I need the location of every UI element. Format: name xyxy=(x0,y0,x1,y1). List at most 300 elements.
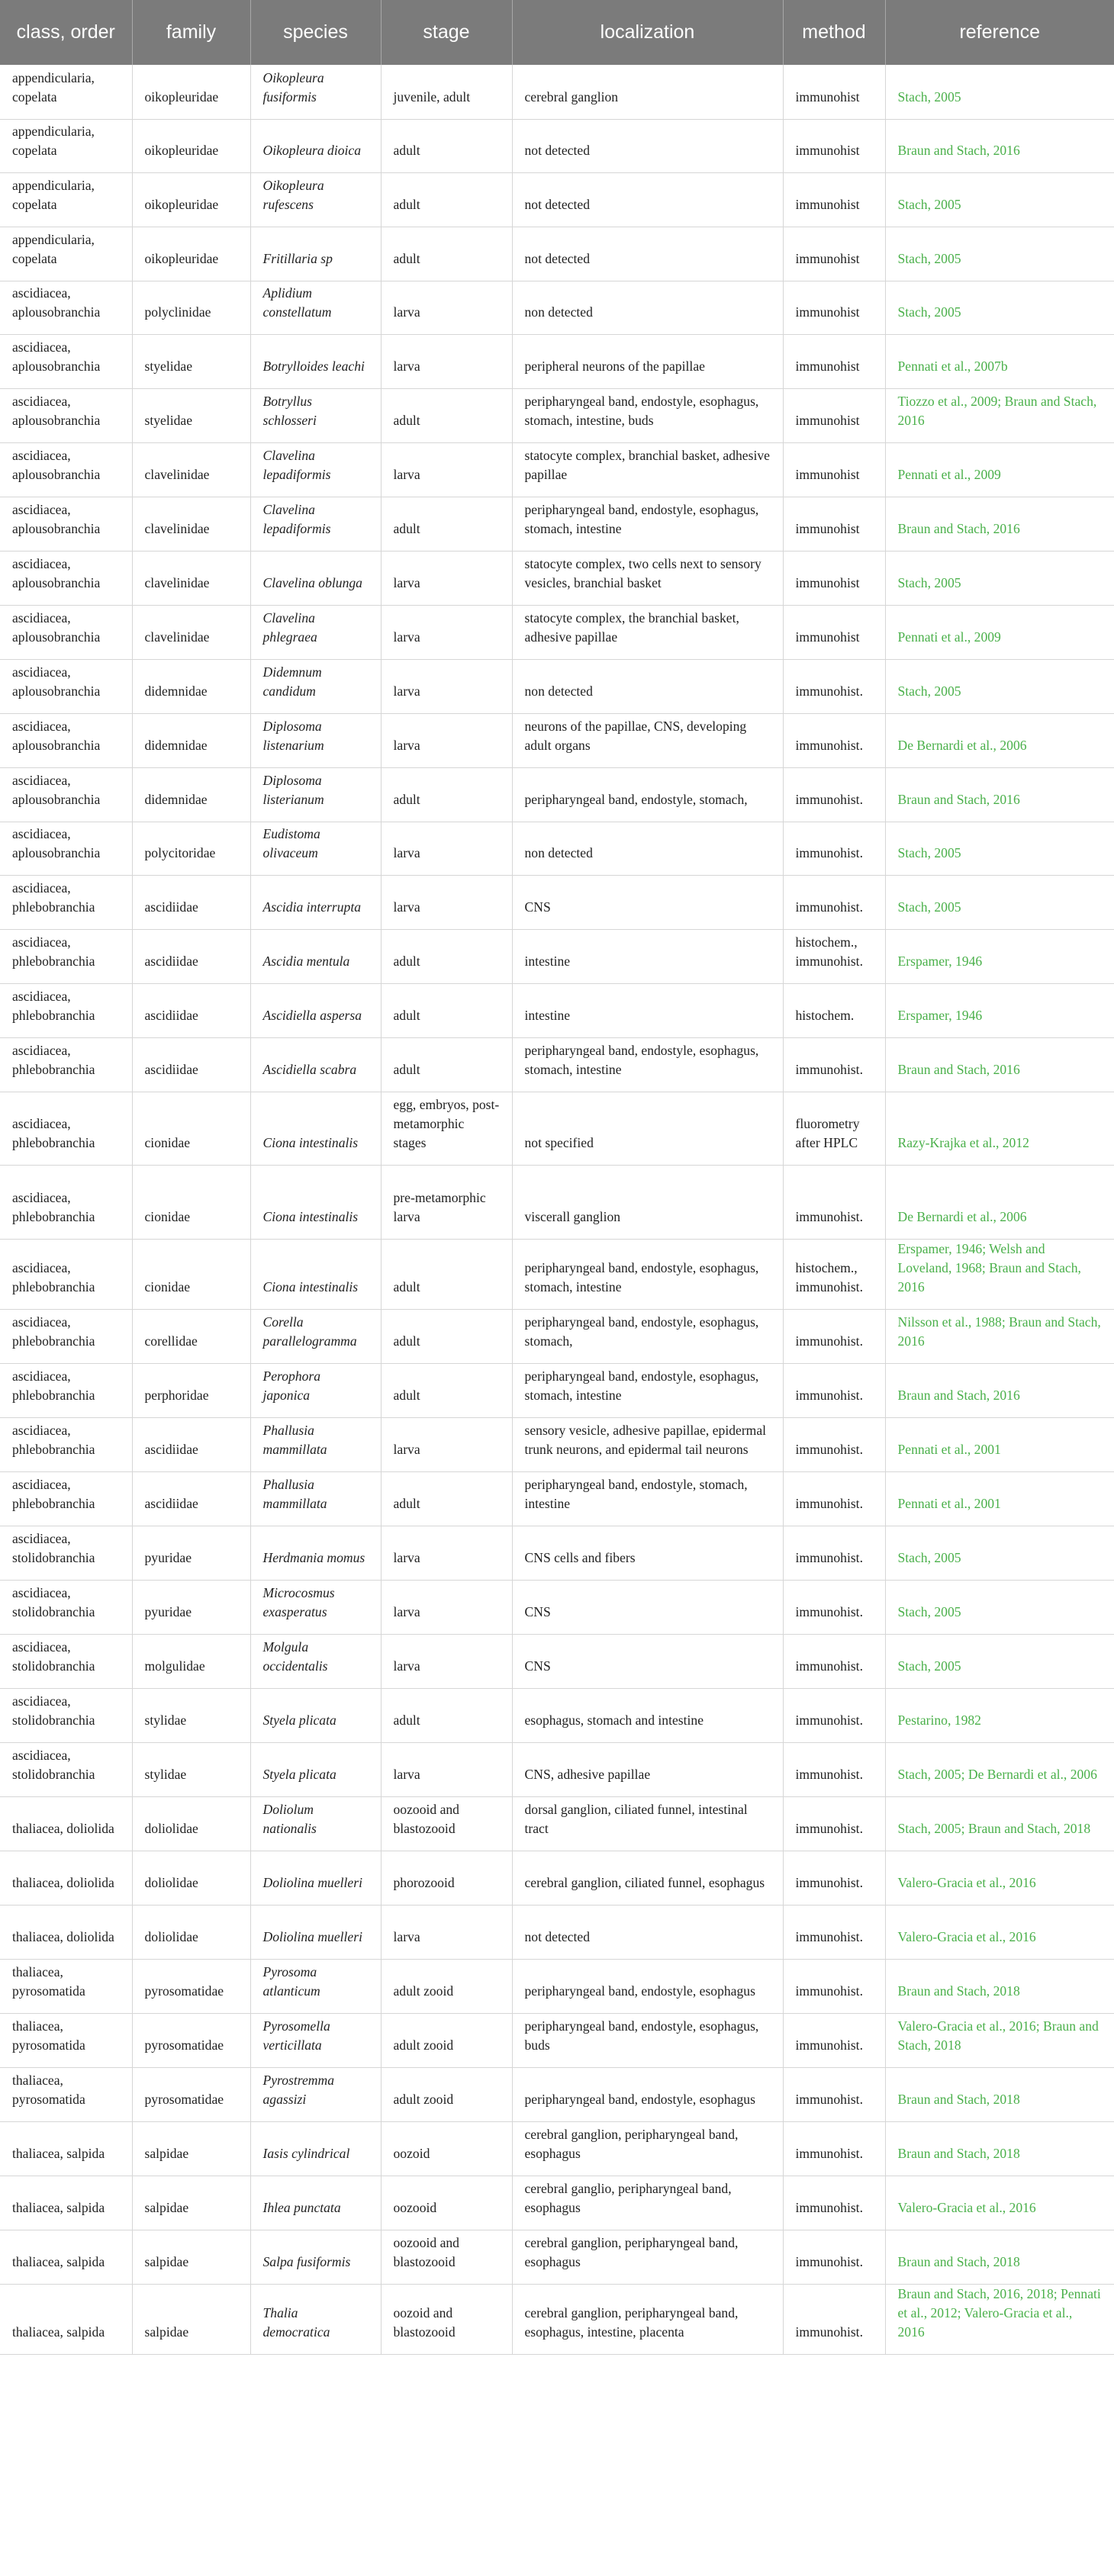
cell-method: immunohist. xyxy=(783,659,885,713)
cell-localization: peripharyngeal band, endostyle, esophagus, stomach, xyxy=(512,1309,783,1363)
table-row xyxy=(0,1165,1114,1239)
cell-species: Corella parallelogramma xyxy=(250,1309,381,1363)
cell-family: didemnidae xyxy=(132,713,250,767)
table-row xyxy=(0,1037,1114,1092)
cell-method: immunohist xyxy=(783,388,885,442)
cell-reference[interactable]: Braun and Stach, 2016 xyxy=(885,767,1114,822)
cell-localization: neurons of the papillae, CNS, developing adult organs xyxy=(512,713,783,767)
cell-family: didemnidae xyxy=(132,659,250,713)
cell-species: Thalia democratica xyxy=(250,2284,381,2354)
cell-stage: egg, embryos, post-metamorphic stages xyxy=(381,1092,512,1165)
cell-class-order: ascidiacea, phlebobranchia xyxy=(0,1092,132,1165)
cell-method: immunohist. xyxy=(783,1905,885,1959)
cell-class-order: ascidiacea, aplousobranchia xyxy=(0,551,132,605)
cell-class-order: thaliacea, pyrosomatida xyxy=(0,1959,132,2013)
cell-stage: larva xyxy=(381,334,512,388)
table-row xyxy=(0,1526,1114,1580)
cell-method: fluorometry after HPLC xyxy=(783,1092,885,1165)
cell-species: Diplosoma listenarium xyxy=(250,713,381,767)
cell-class-order: ascidiacea, aplousobranchia xyxy=(0,442,132,497)
table-row xyxy=(0,1363,1114,1417)
cell-reference[interactable]: Tiozzo et al., 2009; Braun and Stach, 2016 xyxy=(885,388,1114,442)
cell-species: Salpa fusiformis xyxy=(250,2230,381,2284)
cell-method: immunohist. xyxy=(783,1580,885,1634)
cell-reference[interactable]: Valero-Gracia et al., 2016 xyxy=(885,1905,1114,1959)
cell-method: immunohist xyxy=(783,281,885,334)
cell-family: ascidiidae xyxy=(132,875,250,929)
cell-method: immunohist. xyxy=(783,822,885,875)
cell-family: didemnidae xyxy=(132,767,250,822)
cell-family: pyrosomatidae xyxy=(132,1959,250,2013)
cell-method: immunohist xyxy=(783,227,885,281)
table-row xyxy=(0,605,1114,659)
cell-family: styelidae xyxy=(132,334,250,388)
cell-localization: sensory vesicle, adhesive papillae, epidermal trunk neurons, and epidermal tail neurons xyxy=(512,1417,783,1471)
cell-class-order: thaliacea, salpida xyxy=(0,2121,132,2176)
cell-class-order: ascidiacea, aplousobranchia xyxy=(0,659,132,713)
cell-species: Doliolina muelleri xyxy=(250,1905,381,1959)
cell-method: immunohist. xyxy=(783,1959,885,2013)
table-row xyxy=(0,822,1114,875)
cell-localization: statocyte complex, branchial basket, adhesive papillae xyxy=(512,442,783,497)
cell-class-order: ascidiacea, stolidobranchia xyxy=(0,1634,132,1688)
cell-family: salpidae xyxy=(132,2121,250,2176)
cell-method: immunohist xyxy=(783,172,885,227)
cell-class-order: ascidiacea, aplousobranchia xyxy=(0,281,132,334)
cell-localization: cerebral ganglion, peripharyngeal band, esophagus xyxy=(512,2230,783,2284)
cell-family: ascidiidae xyxy=(132,983,250,1037)
cell-stage: larva xyxy=(381,1580,512,1634)
header-family: family xyxy=(132,0,250,65)
table-row xyxy=(0,65,1114,119)
cell-localization: CNS, adhesive papillae xyxy=(512,1742,783,1796)
cell-localization: not detected xyxy=(512,1905,783,1959)
cell-localization: viscerall ganglion xyxy=(512,1165,783,1239)
cell-class-order: thaliacea, pyrosomatida xyxy=(0,2013,132,2067)
cell-stage: adult xyxy=(381,227,512,281)
cell-method: histochem. xyxy=(783,983,885,1037)
cell-stage: adult xyxy=(381,767,512,822)
cell-species: Clavelina oblunga xyxy=(250,551,381,605)
cell-class-order: appendicularia, copelata xyxy=(0,119,132,172)
cell-class-order: ascidiacea, stolidobranchia xyxy=(0,1580,132,1634)
table-row xyxy=(0,2284,1114,2354)
cell-method: immunohist. xyxy=(783,1742,885,1796)
cell-localization: not detected xyxy=(512,172,783,227)
table-row xyxy=(0,172,1114,227)
table-row xyxy=(0,497,1114,551)
cell-method: immunohist. xyxy=(783,1634,885,1688)
cell-stage: oozooid and blastozooid xyxy=(381,2230,512,2284)
cell-stage: larva xyxy=(381,281,512,334)
cell-stage: adult xyxy=(381,1363,512,1417)
cell-stage: larva xyxy=(381,551,512,605)
cell-family: doliolidae xyxy=(132,1905,250,1959)
cell-reference[interactable]: Braun and Stach, 2016 xyxy=(885,119,1114,172)
cell-family: oikopleuridae xyxy=(132,227,250,281)
cell-species: Pyrosoma atlanticum xyxy=(250,1959,381,2013)
table-row xyxy=(0,2176,1114,2230)
cell-stage: adult xyxy=(381,172,512,227)
cell-class-order: ascidiacea, phlebobranchia xyxy=(0,1363,132,1417)
cell-reference[interactable]: Braun and Stach, 2018 xyxy=(885,2230,1114,2284)
cell-family: oikopleuridae xyxy=(132,172,250,227)
cell-method: immunohist. xyxy=(783,2230,885,2284)
cell-species: Oikopleura rufescens xyxy=(250,172,381,227)
cell-reference[interactable]: Stach, 2005 xyxy=(885,1526,1114,1580)
cell-family: pyrosomatidae xyxy=(132,2013,250,2067)
cell-class-order: thaliacea, salpida xyxy=(0,2284,132,2354)
cell-reference[interactable]: Braun and Stach, 2018 xyxy=(885,2121,1114,2176)
cell-species: Didemnum candidum xyxy=(250,659,381,713)
cell-reference[interactable]: Razy-Krajka et al., 2012 xyxy=(885,1092,1114,1165)
cell-localization: peripharyngeal band, endostyle, esophagus, stomach, intestine xyxy=(512,1037,783,1092)
cell-localization: CNS cells and fibers xyxy=(512,1526,783,1580)
cell-stage: oozooid and blastozooid xyxy=(381,1796,512,1851)
cell-species: Oikopleura dioica xyxy=(250,119,381,172)
cell-family: stylidae xyxy=(132,1742,250,1796)
cell-reference[interactable]: Valero-Gracia et al., 2016; Braun and Stach, 2018 xyxy=(885,2013,1114,2067)
cell-localization: peripharyngeal band, endostyle, esophagus, stomach, intestine, buds xyxy=(512,388,783,442)
cell-class-order: ascidiacea, aplousobranchia xyxy=(0,767,132,822)
cell-localization: cerebral ganglion xyxy=(512,65,783,119)
cell-stage: adult zooid xyxy=(381,2067,512,2121)
cell-stage: adult xyxy=(381,1037,512,1092)
cell-method: immunohist xyxy=(783,65,885,119)
cell-localization: intestine xyxy=(512,983,783,1037)
cell-reference[interactable]: Pennati et al., 2009 xyxy=(885,605,1114,659)
cell-localization: cerebral ganglion, peripharyngeal band, esophagus xyxy=(512,2121,783,2176)
cell-class-order: appendicularia, copelata xyxy=(0,65,132,119)
cell-localization: peripharyngeal band, endostyle, esophagus xyxy=(512,2067,783,2121)
cell-class-order: ascidiacea, aplousobranchia xyxy=(0,713,132,767)
cell-stage: larva xyxy=(381,442,512,497)
cell-species: Doliolum nationalis xyxy=(250,1796,381,1851)
cell-species: Ascidiella scabra xyxy=(250,1037,381,1092)
cell-method: immunohist xyxy=(783,551,885,605)
cell-reference[interactable]: Braun and Stach, 2018 xyxy=(885,2067,1114,2121)
cell-method: immunohist. xyxy=(783,1471,885,1526)
cell-family: clavelinidae xyxy=(132,497,250,551)
header-species: species xyxy=(250,0,381,65)
cell-class-order: appendicularia, copelata xyxy=(0,227,132,281)
cell-reference[interactable]: Stach, 2005 xyxy=(885,65,1114,119)
cell-method: immunohist. xyxy=(783,875,885,929)
cell-class-order: ascidiacea, phlebobranchia xyxy=(0,1417,132,1471)
cell-species: Clavelina lepadiformis xyxy=(250,442,381,497)
cell-localization: non detected xyxy=(512,659,783,713)
cell-species: Molgula occidentalis xyxy=(250,1634,381,1688)
cell-species: Iasis cylindrical xyxy=(250,2121,381,2176)
cell-family: pyuridae xyxy=(132,1580,250,1634)
cell-family: clavelinidae xyxy=(132,442,250,497)
cell-method: immunohist. xyxy=(783,767,885,822)
cell-localization: peripharyngeal band, endostyle, esophagus xyxy=(512,1959,783,2013)
cell-class-order: thaliacea, salpida xyxy=(0,2230,132,2284)
table-row xyxy=(0,2121,1114,2176)
cell-family: oikopleuridae xyxy=(132,119,250,172)
cell-species: Pyrosomella verticillata xyxy=(250,2013,381,2067)
cell-family: ascidiidae xyxy=(132,929,250,983)
cell-family: cionidae xyxy=(132,1239,250,1309)
table-row xyxy=(0,1309,1114,1363)
cell-class-order: ascidiacea, stolidobranchia xyxy=(0,1688,132,1742)
cell-family: stylidae xyxy=(132,1688,250,1742)
cell-family: molgulidae xyxy=(132,1634,250,1688)
cell-method: immunohist. xyxy=(783,1851,885,1905)
cell-stage: larva xyxy=(381,1634,512,1688)
cell-method: immunohist xyxy=(783,497,885,551)
cell-stage: adult xyxy=(381,1471,512,1526)
table-row xyxy=(0,281,1114,334)
cell-localization: peripharyngeal band, endostyle, esophagus, stomach, intestine xyxy=(512,497,783,551)
cell-class-order: ascidiacea, phlebobranchia xyxy=(0,1165,132,1239)
cell-stage: larva xyxy=(381,1742,512,1796)
cell-class-order: ascidiacea, aplousobranchia xyxy=(0,497,132,551)
cell-species: Ihlea punctata xyxy=(250,2176,381,2230)
cell-species: Ciona intestinalis xyxy=(250,1165,381,1239)
cell-family: ascidiidae xyxy=(132,1417,250,1471)
cell-stage: adult xyxy=(381,388,512,442)
cell-stage: larva xyxy=(381,1905,512,1959)
cell-species: Fritillaria sp xyxy=(250,227,381,281)
cell-species: Clavelina phlegraea xyxy=(250,605,381,659)
cell-reference[interactable]: Pestarino, 1982 xyxy=(885,1688,1114,1742)
cell-localization: CNS xyxy=(512,1580,783,1634)
cell-species: Botryllus schlosseri xyxy=(250,388,381,442)
table-row xyxy=(0,1905,1114,1959)
cell-method: histochem., immunohist. xyxy=(783,1239,885,1309)
cell-class-order: ascidiacea, aplousobranchia xyxy=(0,334,132,388)
table-row xyxy=(0,334,1114,388)
table-row xyxy=(0,119,1114,172)
cell-reference[interactable]: Braun and Stach, 2016, 2018; Pennati et al., 2012; Valero-Gracia et al., 2016 xyxy=(885,2284,1114,2354)
cell-stage: larva xyxy=(381,713,512,767)
cell-species: Styela plicata xyxy=(250,1688,381,1742)
cell-reference[interactable]: Valero-Gracia et al., 2016 xyxy=(885,1851,1114,1905)
cell-method: immunohist. xyxy=(783,2176,885,2230)
table-row xyxy=(0,659,1114,713)
cell-method: immunohist. xyxy=(783,1037,885,1092)
cell-localization: not detected xyxy=(512,119,783,172)
cell-localization: dorsal ganglion, ciliated funnel, intestinal tract xyxy=(512,1796,783,1851)
cell-reference[interactable]: Stach, 2005 xyxy=(885,551,1114,605)
cell-localization: non detected xyxy=(512,281,783,334)
cell-reference[interactable]: Pennati et al., 2001 xyxy=(885,1417,1114,1471)
cell-family: pyuridae xyxy=(132,1526,250,1580)
cell-species: Aplidium constellatum xyxy=(250,281,381,334)
header-class-order: class, order xyxy=(0,0,132,65)
cell-reference[interactable]: Stach, 2005 xyxy=(885,227,1114,281)
cell-reference[interactable]: Stach, 2005 xyxy=(885,659,1114,713)
cell-reference[interactable]: Stach, 2005; Braun and Stach, 2018 xyxy=(885,1796,1114,1851)
cell-family: pyrosomatidae xyxy=(132,2067,250,2121)
cell-stage: adult xyxy=(381,1688,512,1742)
cell-method: immunohist. xyxy=(783,1526,885,1580)
cell-species: Ascidia mentula xyxy=(250,929,381,983)
cell-stage: larva xyxy=(381,875,512,929)
cell-family: clavelinidae xyxy=(132,551,250,605)
cell-class-order: ascidiacea, phlebobranchia xyxy=(0,1037,132,1092)
header-localization: localization xyxy=(512,0,783,65)
cell-stage: juvenile, adult xyxy=(381,65,512,119)
cell-localization: peripharyngeal band, endostyle, stomach, intestine xyxy=(512,1471,783,1526)
cell-class-order: thaliacea, salpida xyxy=(0,2176,132,2230)
cell-reference[interactable]: Erspamer, 1946; Welsh and Loveland, 1968; Braun and Stach, 2016 xyxy=(885,1239,1114,1309)
table-row xyxy=(0,1092,1114,1165)
table-row xyxy=(0,551,1114,605)
cell-localization: peripharyngeal band, endostyle, esophagus, buds xyxy=(512,2013,783,2067)
cell-reference[interactable]: Braun and Stach, 2016 xyxy=(885,497,1114,551)
cell-reference[interactable]: Stach, 2005 xyxy=(885,1634,1114,1688)
cell-species: Microcosmus exasperatus xyxy=(250,1580,381,1634)
cell-localization: cerebral ganglion, peripharyngeal band, esophagus, intestine, placenta xyxy=(512,2284,783,2354)
cell-family: corellidae xyxy=(132,1309,250,1363)
cell-reference[interactable]: Pennati et al., 2007b xyxy=(885,334,1114,388)
table-row xyxy=(0,1634,1114,1688)
cell-method: immunohist. xyxy=(783,1417,885,1471)
cell-localization: non detected xyxy=(512,822,783,875)
cell-species: Botrylloides leachi xyxy=(250,334,381,388)
cell-method: immunohist. xyxy=(783,1796,885,1851)
cell-stage: larva xyxy=(381,659,512,713)
cell-localization: peripharyngeal band, endostyle, esophagus, stomach, intestine xyxy=(512,1363,783,1417)
cell-family: polycitoridae xyxy=(132,822,250,875)
cell-family: ascidiidae xyxy=(132,1037,250,1092)
table-row xyxy=(0,767,1114,822)
cell-class-order: ascidiacea, phlebobranchia xyxy=(0,1309,132,1363)
table-row xyxy=(0,1417,1114,1471)
cell-reference[interactable]: Stach, 2005 xyxy=(885,875,1114,929)
header-method: method xyxy=(783,0,885,65)
cell-species: Phallusia mammillata xyxy=(250,1471,381,1526)
cell-species: Ciona intestinalis xyxy=(250,1239,381,1309)
cell-reference[interactable]: Pennati et al., 2009 xyxy=(885,442,1114,497)
cell-reference[interactable]: Valero-Gracia et al., 2016 xyxy=(885,2176,1114,2230)
cell-family: oikopleuridae xyxy=(132,65,250,119)
cell-reference[interactable]: Braun and Stach, 2016 xyxy=(885,1037,1114,1092)
cell-class-order: thaliacea, doliolida xyxy=(0,1905,132,1959)
cell-family: styelidae xyxy=(132,388,250,442)
cell-reference[interactable]: Stach, 2005 xyxy=(885,822,1114,875)
cell-stage: adult xyxy=(381,497,512,551)
cell-method: immunohist xyxy=(783,334,885,388)
cell-family: salpidae xyxy=(132,2230,250,2284)
cell-localization: statocyte complex, the branchial basket, adhesive papillae xyxy=(512,605,783,659)
cell-class-order: ascidiacea, phlebobranchia xyxy=(0,1471,132,1526)
cell-class-order: thaliacea, doliolida xyxy=(0,1796,132,1851)
cell-stage: adult zooid xyxy=(381,2013,512,2067)
cell-method: immunohist xyxy=(783,442,885,497)
cell-stage: oozoid xyxy=(381,2121,512,2176)
cell-reference[interactable]: De Bernardi et al., 2006 xyxy=(885,713,1114,767)
table-row xyxy=(0,227,1114,281)
cell-localization: cerebral ganglion, ciliated funnel, esophagus xyxy=(512,1851,783,1905)
cell-reference[interactable]: Erspamer, 1946 xyxy=(885,929,1114,983)
cell-localization: peripharyngeal band, endostyle, stomach, xyxy=(512,767,783,822)
cell-reference[interactable]: Stach, 2005; De Bernardi et al., 2006 xyxy=(885,1742,1114,1796)
cell-localization: not specified xyxy=(512,1092,783,1165)
table-row xyxy=(0,1688,1114,1742)
cell-stage: larva xyxy=(381,822,512,875)
cell-method: immunohist. xyxy=(783,1688,885,1742)
cell-class-order: appendicularia, copelata xyxy=(0,172,132,227)
cell-localization: CNS xyxy=(512,1634,783,1688)
header-stage: stage xyxy=(381,0,512,65)
cell-species: Clavelina lepadiformis xyxy=(250,497,381,551)
table-row xyxy=(0,1580,1114,1634)
cell-species: Styela plicata xyxy=(250,1742,381,1796)
table-row xyxy=(0,1851,1114,1905)
cell-class-order: ascidiacea, aplousobranchia xyxy=(0,605,132,659)
cell-class-order: ascidiacea, aplousobranchia xyxy=(0,822,132,875)
cell-reference[interactable]: Stach, 2005 xyxy=(885,1580,1114,1634)
cell-method: immunohist. xyxy=(783,2013,885,2067)
cell-reference[interactable]: Erspamer, 1946 xyxy=(885,983,1114,1037)
cell-localization: statocyte complex, two cells next to sensory vesicles, branchial basket xyxy=(512,551,783,605)
cell-localization: cerebral ganglio, peripharyngeal band, esophagus xyxy=(512,2176,783,2230)
table-row xyxy=(0,713,1114,767)
cell-reference[interactable]: Braun and Stach, 2018 xyxy=(885,1959,1114,2013)
cell-class-order: ascidiacea, phlebobranchia xyxy=(0,929,132,983)
cell-class-order: ascidiacea, phlebobranchia xyxy=(0,1239,132,1309)
cell-stage: adult xyxy=(381,983,512,1037)
cell-species: Ascidia interrupta xyxy=(250,875,381,929)
cell-stage: adult xyxy=(381,929,512,983)
cell-species: Ciona intestinalis xyxy=(250,1092,381,1165)
cell-stage: phorozooid xyxy=(381,1851,512,1905)
cell-localization: esophagus, stomach and intestine xyxy=(512,1688,783,1742)
cell-stage: adult xyxy=(381,1309,512,1363)
table-row xyxy=(0,2230,1114,2284)
cell-method: immunohist xyxy=(783,119,885,172)
table-row xyxy=(0,1239,1114,1309)
cell-method: immunohist. xyxy=(783,2067,885,2121)
table-row xyxy=(0,1796,1114,1851)
cell-family: salpidae xyxy=(132,2284,250,2354)
cell-class-order: ascidiacea, aplousobranchia xyxy=(0,388,132,442)
cell-stage: oozooid xyxy=(381,2176,512,2230)
cell-reference[interactable]: Stach, 2005 xyxy=(885,281,1114,334)
cell-reference[interactable]: De Bernardi et al., 2006 xyxy=(885,1165,1114,1239)
cell-reference[interactable]: Pennati et al., 2001 xyxy=(885,1471,1114,1526)
header-reference: reference xyxy=(885,0,1114,65)
cell-class-order: thaliacea, doliolida xyxy=(0,1851,132,1905)
table-row xyxy=(0,983,1114,1037)
cell-stage: adult xyxy=(381,1239,512,1309)
table-row xyxy=(0,875,1114,929)
cell-species: Diplosoma listerianum xyxy=(250,767,381,822)
cell-reference[interactable]: Nilsson et al., 1988; Braun and Stach, 2016 xyxy=(885,1309,1114,1363)
cell-stage: larva xyxy=(381,1417,512,1471)
cell-species: Eudistoma olivaceum xyxy=(250,822,381,875)
cell-method: immunohist. xyxy=(783,1165,885,1239)
cell-localization: not detected xyxy=(512,227,783,281)
table-row xyxy=(0,442,1114,497)
cell-reference[interactable]: Stach, 2005 xyxy=(885,172,1114,227)
cell-family: perphoridae xyxy=(132,1363,250,1417)
cell-family: polyclinidae xyxy=(132,281,250,334)
cell-method: immunohist. xyxy=(783,1363,885,1417)
table-row xyxy=(0,388,1114,442)
cell-localization: peripheral neurons of the papillae xyxy=(512,334,783,388)
cell-localization: intestine xyxy=(512,929,783,983)
cell-method: immunohist. xyxy=(783,2121,885,2176)
table-row xyxy=(0,2013,1114,2067)
cell-reference[interactable]: Braun and Stach, 2016 xyxy=(885,1363,1114,1417)
table-header xyxy=(0,0,1114,65)
cell-method: immunohist. xyxy=(783,713,885,767)
